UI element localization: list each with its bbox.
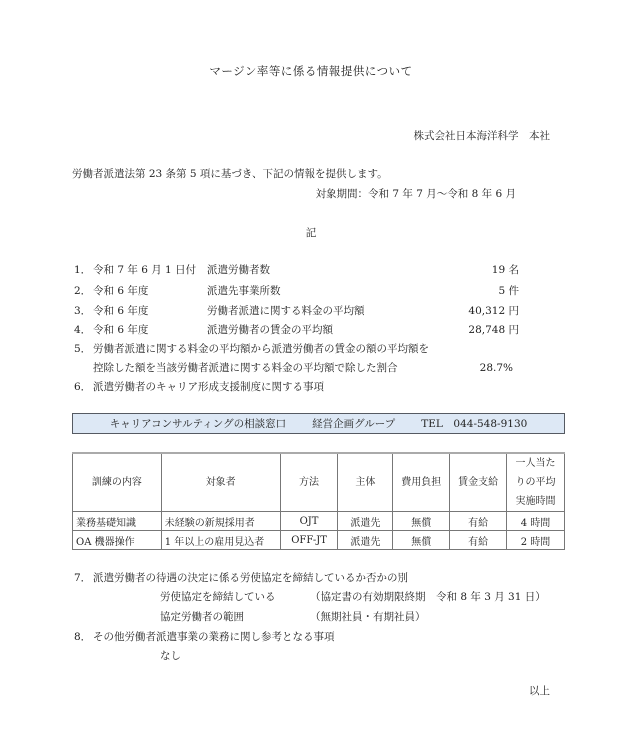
header-cost-burden: 費用負担	[393, 453, 450, 512]
item-8-value: なし	[160, 650, 181, 662]
header-provider: 主体	[338, 453, 393, 512]
item-2-label: 派遣先事業所数	[207, 285, 281, 297]
cell-avg-hours: 2 時間	[507, 531, 565, 550]
item-5-number: 5．	[74, 343, 92, 355]
cell-method: OJT	[280, 512, 338, 531]
header-avg-hours-line-2: りの平均	[515, 477, 556, 488]
cell-wage-payment: 有給	[450, 531, 507, 550]
header-avg-hours	[507, 453, 565, 512]
item-7-scope-label: 協定労働者の範囲	[160, 611, 244, 623]
table-row	[73, 512, 565, 531]
closing-text: 以上	[529, 685, 550, 697]
cell-provider: 派遣先	[338, 531, 393, 550]
cell-provider: 派遣先	[338, 512, 393, 531]
consultation-department: 経営企画グループ	[312, 418, 396, 430]
cell-cost-burden: 無償	[393, 531, 450, 550]
item-1-value: 19 名	[491, 264, 519, 276]
cell-training-content: OA 機器操作	[73, 531, 162, 550]
item-7-agreement-expiry: （協定書の有効期限終期 令和 8 年 3 月 31 日）	[310, 591, 546, 603]
item-6-number: 6．	[74, 381, 92, 393]
cell-method: OFF-JT	[280, 531, 338, 550]
item-4-value: 28,748 円	[468, 324, 519, 336]
item-7-number: 7．	[74, 572, 92, 584]
item-8-number: 8．	[74, 631, 92, 643]
item-7-agreement-status: 労使協定を締結している	[160, 591, 276, 603]
item-1-date: 令和 7 年 6 月 1 日付	[93, 264, 197, 276]
item-4-label: 派遣労働者の賃金の平均額	[207, 324, 333, 336]
item-3-number: 3．	[74, 305, 92, 317]
item-1-label: 派遣労働者数	[207, 264, 270, 276]
item-2-date: 令和 6 年度	[93, 285, 149, 297]
document-title: マージン率等に係る情報提供について	[209, 64, 413, 78]
consultation-tel: TEL 044-548-9130	[421, 418, 528, 430]
item-5-line-2: 控除した額を当該労働者派遣に関する料金の平均額で除した割合	[93, 362, 398, 374]
item-4-date: 令和 6 年度	[93, 324, 149, 336]
training-table	[72, 452, 565, 550]
header-avg-hours-line-1: 一人当た	[515, 458, 556, 469]
item-3-date: 令和 6 年度	[93, 305, 149, 317]
item-5-line-1: 労働者派遣に関する料金の平均額から派遣労働者の賃金の額の平均額を	[93, 343, 429, 355]
table-row	[73, 531, 565, 550]
table-header-row	[73, 453, 565, 512]
company-name: 株式会社日本海洋科学 本社	[413, 130, 550, 142]
target-period: 対象期間：令和 7 年 7 月～令和 8 年 6 月	[315, 188, 516, 200]
item-4-number: 4．	[74, 324, 92, 336]
career-consultation-box	[72, 413, 565, 434]
item-3-label: 労働者派遣に関する料金の平均額	[207, 305, 365, 317]
item-3-value: 40,312 円	[468, 305, 519, 317]
header-training-content: 訓練の内容	[73, 453, 162, 512]
item-8-label: その他労働者派遣事業の業務に関し参考となる事項	[93, 631, 335, 643]
item-5-value: 28.7%	[479, 362, 513, 374]
cell-target: 1 年以上の雇用見込者	[161, 531, 280, 550]
intro-text: 労働者派遣法第 23 条第 5 項に基づき、下記の情報を提供します。	[72, 168, 388, 180]
header-method: 方法	[280, 453, 338, 512]
ki-heading: 記	[305, 227, 317, 239]
header-avg-hours-line-3: 実施時間	[515, 496, 556, 507]
item-2-value: 5 件	[498, 285, 519, 297]
header-target: 対象者	[161, 453, 280, 512]
item-7-scope-value: （無期社員・有期社員）	[310, 611, 426, 623]
header-wage-payment: 賃金支給	[450, 453, 507, 512]
cell-wage-payment: 有給	[450, 512, 507, 531]
cell-training-content: 業務基礎知識	[73, 512, 162, 531]
cell-avg-hours: 4 時間	[507, 512, 565, 531]
item-7-label: 派遣労働者の待遇の決定に係る労使協定を締結しているか否かの別	[93, 572, 408, 584]
item-1-number: 1．	[74, 264, 92, 276]
item-6-label: 派遣労働者のキャリア形成支援制度に関する事項	[93, 381, 324, 393]
item-2-number: 2．	[74, 285, 92, 297]
consultation-label: キャリアコンサルティングの相談窓口	[109, 418, 287, 430]
cell-target: 未経験の新規採用者	[161, 512, 280, 531]
cell-cost-burden: 無償	[393, 512, 450, 531]
